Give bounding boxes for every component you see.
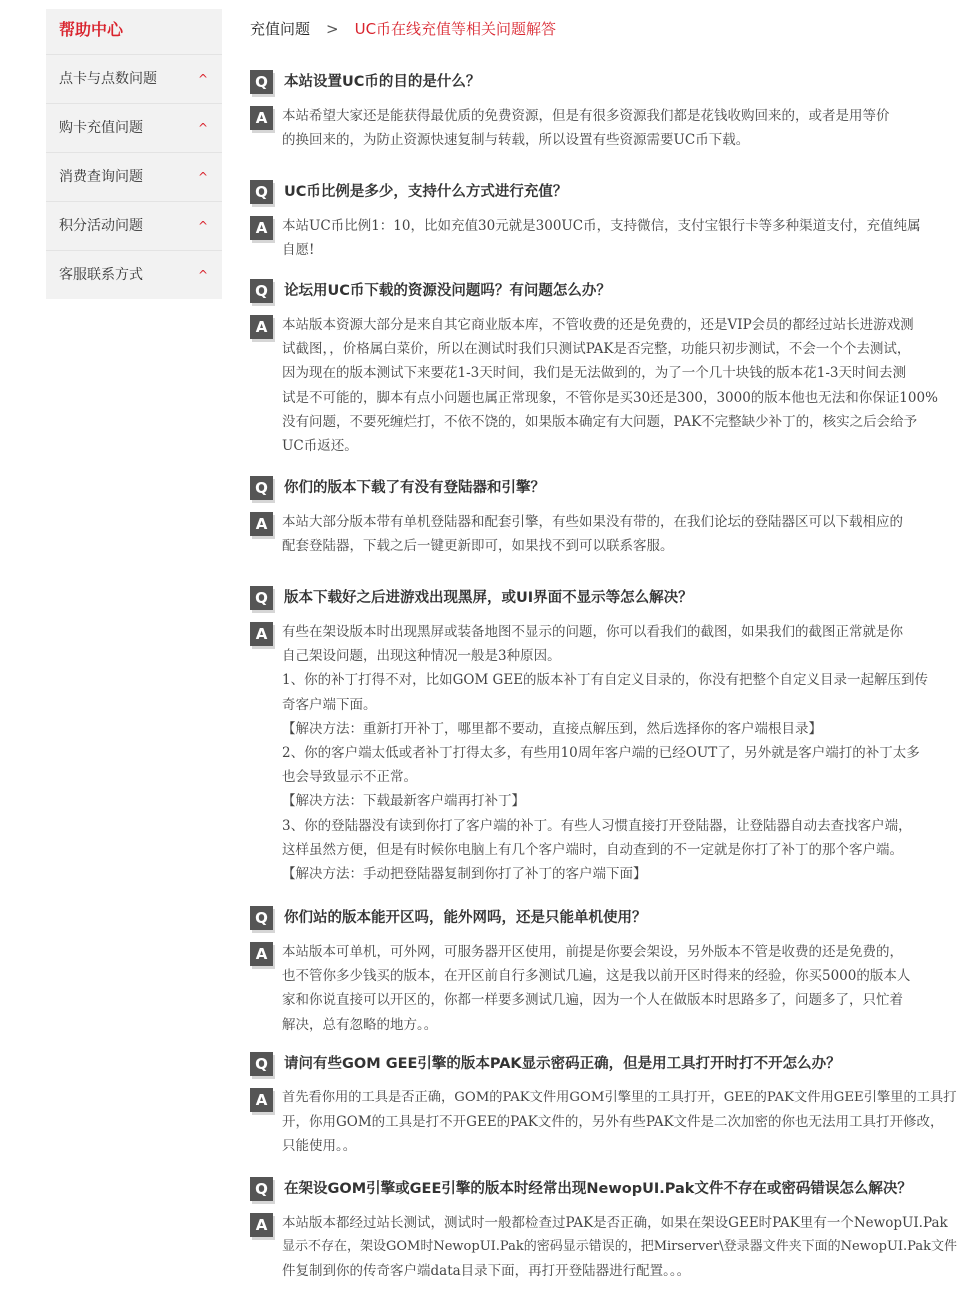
sidebar-item[interactable] [46,104,222,153]
sidebar-item[interactable] [46,153,222,202]
answer-line: 的换回来的，为防止资源快速复制与转载，所以设置有些资源需要UC币下载。 [282,132,750,149]
answer-line: UC币返还。 [282,438,358,455]
answer-line: 只能使用。。 [282,1138,357,1155]
faq-question: 你们站的版本能开区吗，能外网吗，还是只能单机使用？ [284,910,647,926]
faq-item [250,586,964,886]
answer-line: 解决，总有忽略的地方。。 [282,1016,438,1033]
faq-answer-text [282,1086,964,1159]
answer-line: 【解决方法：重新打开补丁，哪里都不要动，直接点解压到，然后选择你的客户端根目录】 [282,720,822,737]
answer-line: 本站UC币比例1：10，比如充值30元就是300UC币，支持微信，支付宝银行卡等多种渠道支付，充值纯属 [282,218,921,234]
breadcrumb-root[interactable]: 充值问题 [250,20,311,38]
answer-line: 试是不可能的，脚本有点小问题也属正常现象，不管你是买30还是300，3000的版本他也无法和你保证100% [282,389,938,406]
answer-line: 本站版本可单机，可外网，可服务器开区使用，前提是你要会架设，另外版本不管是收费的还是免费的， [282,944,903,960]
faq-answer-text [282,1211,964,1284]
faq-question-row [250,1177,964,1201]
answer-line: 2、你的客户端太低或者补丁打得太多，有些用10周年客户端的已经OUT了，另外就是客户端打的补丁太多 [282,745,920,762]
faq-question-row [250,476,964,500]
answer-line: 这样虽然方便，但是有时候你电脑上有几个客户端时，自动查到的不一定就是你打了补丁的那个客户端。 [282,841,903,858]
sidebar-item[interactable] [46,251,222,299]
answer-badge-icon: A [250,942,273,966]
help-sidebar [46,9,222,299]
chevron-up-icon: ^ [197,121,208,135]
sidebar-list [46,55,222,299]
answer-line: 本站大部分版本带有单机登陆器和配套引擎，有些如果没有带的，在我们论坛的登陆器区可以下载相应的 [282,514,903,530]
faq-answer-text [282,510,964,558]
faq-question-row [250,586,964,610]
answer-badge-icon: A [250,216,273,240]
answer-line: 奇客户端下面。 [282,696,377,713]
faq-question-row [250,70,964,94]
answer-line: 本站版本都经过站长测试，测试时一般都检查过PAK是否正确，如果在架设GEE时PAK里有一个NewopUI.Pak [282,1215,948,1231]
breadcrumb-current: UC币在线充值等相关问题解答 [354,20,557,38]
faq-item [250,476,964,558]
faq-answer [250,214,964,262]
answer-line: 1、你的补丁打得不对，比如GOM GEE的版本补丁有自定义目录的，你没有把整个自定义目录一起解压到传 [282,672,929,689]
sidebar-title: 帮助中心 [46,9,222,55]
faq-question: 论坛用UC币下载的资源没问题吗？有问题怎么办？ [284,283,611,299]
question-badge-icon: Q [250,906,273,930]
faq-answer-text [282,313,964,458]
faq-question-row [250,906,964,930]
chevron-up-icon: ^ [197,72,208,86]
sidebar-item-label: 客服联系方式 [59,267,143,283]
answer-line: 自愿! [282,242,315,259]
answer-badge-icon: A [250,315,273,339]
answer-line: 开，你用GOM的工具是打不开GEE的PAK文件的，另外有些PAK文件是二次加密的你也无法用工具打开修改， [282,1114,944,1131]
answer-line: 有些在架设版本时出现黑屏或装备地图不显示的问题，你可以看我们的截图，如果我们的截图正常就是你 [282,624,903,640]
faq-question: 你们的版本下载了有没有登陆器和引擎？ [284,480,545,496]
faq-question: 请问有些GOM GEE引擎的版本PAK显示密码正确，但是用工具打开时打不开怎么办？ [284,1056,841,1072]
faq-item [250,1052,964,1159]
faq-item [250,1177,964,1284]
faq-answer [250,1211,964,1284]
answer-line: 也不管你多少钱买的版本，在开区前自行多测试几遍，这是我以前开区时得来的经验，你买5000的版本人 [282,968,911,985]
faq-answer-text [282,214,964,262]
answer-line: 家和你说直接可以开区的，你都一样要多测试几遍，因为一个人在做版本时思路多了，问题多了，只忙着 [282,992,903,1009]
sidebar-item-label: 购卡充值问题 [59,120,143,136]
answer-line: 首先看你用的工具是否正确，GOM的PAK文件用GOM引擎里的工具打开，GEE的PAK文件用GEE引擎里的工具打 [282,1090,957,1105]
sidebar-item[interactable] [46,55,222,104]
answer-line: 显示不存在，架设GOM时NewopUI.Pak的密码显示错误的，把Mirserver\登录器文件夹下面的NewopUI.Pak文件 [282,1239,957,1255]
question-badge-icon: Q [250,476,273,500]
question-badge-icon: Q [250,279,273,303]
sidebar-item-label: 点卡与点数问题 [59,71,157,87]
faq-question: 本站设置UC币的目的是什么？ [284,74,481,90]
answer-line: 试截图，，价格属白菜价，所以在测试时我们只测试PAK是否完整，功能只初步测试，不会一个个去测试， [282,341,911,358]
answer-line: 3、你的登陆器没有读到你打了客户端的补丁。有些人习惯直接打开登陆器，让登陆器自动去查找客户端， [282,817,912,834]
sidebar-item[interactable] [46,202,222,251]
answer-line: 本站希望大家还是能获得最优质的免费资源，但是有很多资源我们都是花钱收购回来的，或者是用等价 [282,108,890,124]
answer-line: 配套登陆器，下载之后一键更新即可，如果找不到可以联系客服。 [282,538,674,555]
question-badge-icon: Q [250,1052,273,1076]
faq-item [250,70,964,152]
main-content [250,0,964,40]
faq-answer [250,104,964,152]
faq-question-row [250,1052,964,1076]
answer-line: 【解决方法：手动把登陆器复制到你打了补丁的客户端下面】 [282,866,647,883]
answer-badge-icon: A [250,106,273,130]
answer-line: 本站版本资源大部分是来自其它商业版本库，不管收费的还是免费的，还是VIP会员的都经过站长进游戏测 [282,317,914,333]
faq-answer [250,510,964,558]
faq-answer [250,313,964,458]
answer-badge-icon: A [250,622,273,646]
answer-line: 【解决方法：下载最新客户端再打补丁】 [282,793,525,810]
answer-badge-icon: A [250,1213,273,1237]
breadcrumb [250,18,964,40]
sidebar-item-label: 消费查询问题 [59,169,143,185]
answer-line: 也会导致显示不正常。 [282,769,417,786]
faq-question: 在架设GOM引擎或GEE引擎的版本时经常出现NewopUI.Pak文件不存在或密码错误怎么解决？ [284,1181,912,1197]
faq-item [250,279,964,458]
faq-item [250,180,964,262]
faq-answer [250,620,964,886]
answer-line: 没有问题，不要死缠烂打，不依不饶的，如果版本确定有大问题，PAK不完整缺少补丁的，核实之后会给予 [282,413,918,430]
faq-question: 版本下载好之后进游戏出现黑屏，或UI界面不显示等怎么解决？ [284,590,693,606]
faq-answer-text [282,620,964,886]
question-badge-icon: Q [250,70,273,94]
faq-answer-text [282,940,964,1037]
question-badge-icon: Q [250,586,273,610]
sidebar-item-label: 积分活动问题 [59,218,143,234]
question-badge-icon: Q [250,180,273,204]
answer-badge-icon: A [250,512,273,536]
faq-answer-text [282,104,964,152]
faq-question-row [250,180,964,204]
chevron-up-icon: ^ [197,219,208,233]
faq-question-row [250,279,964,303]
question-badge-icon: Q [250,1177,273,1201]
faq-answer [250,1086,964,1159]
chevron-up-icon: ^ [197,268,208,282]
breadcrumb-separator-icon: > [326,20,339,38]
faq-item [250,906,964,1037]
answer-line: 件复制到你的传奇客户端data目录下面，再打开登陆器进行配置。。。 [282,1263,691,1280]
answer-line: 因为现在的版本测试下来要花1-3天时间，我们是无法做到的，为了一个几十块钱的版本花1-3天时间去测 [282,365,906,382]
faq-question: UC币比例是多少，支持什么方式进行充值？ [284,184,568,200]
chevron-up-icon: ^ [197,170,208,184]
answer-line: 自己架设问题，出现这种情况一般是3种原因。 [282,648,561,665]
answer-badge-icon: A [250,1088,273,1112]
faq-answer [250,940,964,1037]
